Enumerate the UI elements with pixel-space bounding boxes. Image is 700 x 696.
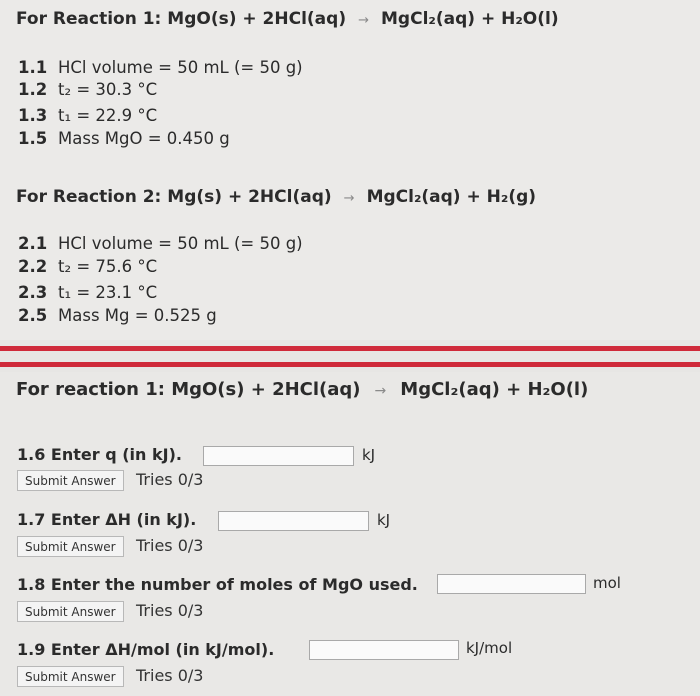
given-line-number: 1.2 bbox=[18, 80, 48, 99]
answer-input-delta-h-per-mol[interactable] bbox=[309, 640, 459, 660]
tries-counter: Tries 0/3 bbox=[136, 470, 204, 489]
questions-products: MgCl₂(aq) + H₂O(l) bbox=[400, 379, 589, 400]
given-line-number: 2.3 bbox=[18, 283, 48, 302]
reaction1-reactants: MgO(s) + 2HCl(aq) bbox=[167, 9, 347, 29]
given-line-number: 2.2 bbox=[18, 257, 48, 276]
given-line-1-3 bbox=[18, 106, 157, 125]
question-1-8-label: 1.8 Enter the number of moles of MgO used. bbox=[17, 575, 418, 594]
unit-label: kJ bbox=[377, 511, 391, 529]
reaction2-heading bbox=[16, 187, 536, 207]
tries-counter: Tries 0/3 bbox=[136, 666, 204, 685]
submit-answer-button[interactable]: Submit Answer bbox=[17, 470, 124, 491]
section-divider-bottom bbox=[0, 362, 700, 367]
question-1-7-label: 1.7 Enter ΔH (in kJ). bbox=[17, 510, 197, 529]
reaction2-heading-prefix: For Reaction 2: bbox=[16, 187, 168, 207]
tries-counter: Tries 0/3 bbox=[136, 601, 204, 620]
answer-input-delta-h[interactable] bbox=[218, 511, 369, 531]
given-line-1-2 bbox=[18, 80, 157, 99]
submit-answer-button[interactable]: Submit Answer bbox=[17, 666, 124, 687]
given-line-1-5 bbox=[18, 129, 230, 148]
given-line-2-3 bbox=[18, 283, 157, 302]
submit-answer-button[interactable]: Submit Answer bbox=[17, 601, 124, 622]
questions-heading-prefix: For reaction 1: bbox=[16, 379, 172, 400]
given-line-text: t₁ = 22.9 °C bbox=[58, 106, 158, 125]
unit-label: kJ/mol bbox=[466, 639, 513, 657]
given-line-number: 1.1 bbox=[18, 58, 48, 77]
reaction1-heading bbox=[16, 9, 559, 29]
reaction1-products: MgCl₂(aq) + H₂O(l) bbox=[381, 9, 559, 29]
submit-answer-button[interactable]: Submit Answer bbox=[17, 536, 124, 557]
reaction-arrow-icon: → bbox=[374, 383, 387, 399]
given-line-2-1 bbox=[18, 234, 303, 253]
unit-label: mol bbox=[593, 574, 621, 592]
given-line-1-1 bbox=[18, 58, 303, 77]
reaction2-reactants: Mg(s) + 2HCl(aq) bbox=[167, 187, 332, 207]
unit-label: kJ bbox=[362, 446, 376, 464]
given-line-2-2 bbox=[18, 257, 157, 276]
answer-input-q[interactable] bbox=[203, 446, 354, 466]
reaction-arrow-icon: → bbox=[343, 191, 355, 206]
given-data-panel bbox=[0, 0, 700, 340]
given-line-text: HCl volume = 50 mL (= 50 g) bbox=[58, 234, 303, 253]
question-1-6-label: 1.6 Enter q (in kJ). bbox=[17, 445, 182, 464]
section-divider-top bbox=[0, 346, 700, 351]
questions-panel bbox=[0, 372, 700, 696]
given-line-text: t₁ = 23.1 °C bbox=[58, 283, 158, 302]
given-line-text: t₂ = 75.6 °C bbox=[58, 257, 158, 276]
given-line-number: 1.3 bbox=[18, 106, 48, 125]
given-line-number: 2.1 bbox=[18, 234, 48, 253]
given-line-text: HCl volume = 50 mL (= 50 g) bbox=[58, 58, 303, 77]
questions-heading bbox=[16, 379, 588, 400]
reaction-arrow-icon: → bbox=[358, 13, 370, 28]
given-line-text: Mass Mg = 0.525 g bbox=[58, 306, 217, 325]
questions-reactants: MgO(s) + 2HCl(aq) bbox=[171, 379, 361, 400]
given-line-text: t₂ = 30.3 °C bbox=[58, 80, 158, 99]
given-line-text: Mass MgO = 0.450 g bbox=[58, 129, 230, 148]
given-line-number: 2.5 bbox=[18, 306, 48, 325]
answer-input-moles-mgo[interactable] bbox=[437, 574, 586, 594]
reaction1-heading-prefix: For Reaction 1: bbox=[16, 9, 168, 29]
question-1-9-label: 1.9 Enter ΔH/mol (in kJ/mol). bbox=[17, 640, 275, 659]
reaction2-products: MgCl₂(aq) + H₂(g) bbox=[366, 187, 537, 207]
tries-counter: Tries 0/3 bbox=[136, 536, 204, 555]
given-line-2-5 bbox=[18, 306, 217, 325]
given-line-number: 1.5 bbox=[18, 129, 48, 148]
